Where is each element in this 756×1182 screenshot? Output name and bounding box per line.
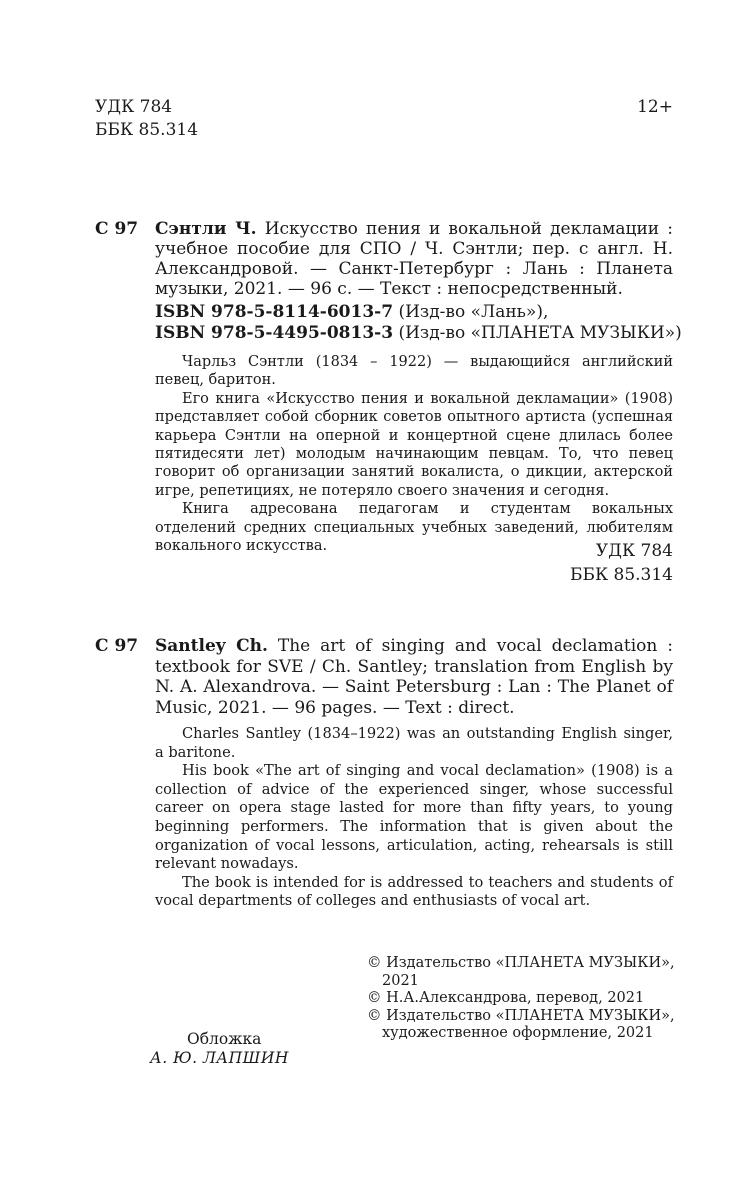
ru-citation — [155, 219, 673, 299]
ru-isbn-1-publisher: (Изд-во «Лань»), — [398, 302, 549, 322]
copyright-line: © Издательство «ПЛАНЕТА МУЗЫКИ», — [367, 1007, 675, 1024]
en-abstract-paragraph: Charles Santley (1834–1922) was an outstanding English singer, a baritone. — [155, 725, 673, 761]
en-author: Santley Ch. — [155, 636, 268, 656]
en-abstract-paragraph: His book «The art of singing and vocal declamation» (1908) is a collection of advice of the experienced singer, whose successful career on opera stage lasted for more than fifty years, to young beginning performers. The information that is given about the organization of vocal lessons, articulation, acting, rehearsals is still relevant nowadays. — [155, 762, 673, 873]
en-citation — [155, 636, 673, 718]
cover-artist — [150, 1048, 289, 1068]
copyright-line: художественное оформление, 2021 — [382, 1025, 654, 1041]
ru-isbn-1 — [155, 302, 675, 322]
en-abstract-paragraph: The book is intended for is addressed to teachers and students of vocal departments of colleges and enthusiasts of vocal art. — [155, 873, 673, 910]
ru-isbn-2-publisher: (Изд-во «ПЛАНЕТА МУЗЫКИ») — [398, 323, 682, 343]
ru-isbn-1-number: ISBN 978-5-8114-6013-7 — [155, 302, 394, 322]
ru-udk: УДК 784 — [595, 541, 673, 561]
header-udk: УДК 784 — [95, 97, 173, 117]
ru-author: Сэнтли Ч. — [155, 219, 257, 239]
copyright-line: 2021 — [382, 972, 419, 989]
en-abstract — [155, 725, 673, 911]
ru-isbn-2 — [155, 323, 682, 343]
ru-abstract-paragraph: Чарльз Сэнтли (1834 – 1922) — выдающийся английский певец, баритон. — [155, 354, 673, 389]
header-bbk: ББК 85.314 — [95, 120, 199, 140]
ru-citation-text: Искусство пения и вокальной декламации : учебное пособие для СПО / Ч. Сэнтли; пер. с англ. Н. Александровой. — Санкт-Петербург : Лань : Планета музыки, 2021. — 96 с. — Текст : непосредственный. — [155, 219, 673, 299]
en-citation-text: The art of singing and vocal declamation : textbook for SVE / Ch. Santley; translation from English by N. A. Alexandrova. — Saint Petersburg : Lan : The Planet of Music, 2021. — 96 pages. — Text : direct. — [155, 636, 673, 718]
ru-bbk: ББК 85.314 — [569, 565, 673, 585]
en-catalog-code: С 97 — [95, 636, 139, 656]
age-rating: 12+ — [637, 97, 673, 117]
copyright-line: © Издательство «ПЛАНЕТА МУЗЫКИ», — [367, 955, 675, 971]
ru-abstract-paragraph: Его книга «Искусство пения и вокальной декламации» (1908) представляет собой сборник советов опытного артиста (успешная карьера Сэнтли на оперной и концертной сцене длилась более пятидесяти лет) молодым начинающим певцам. То, что певец говорит об организации занятий вокалиста, о дикции, актерской игре, репетициях, не потеряло своего значения и сегодня. — [155, 390, 673, 499]
ru-abstract-paragraph: Книга адресована педагогам и студентам вокальных отделений средних специальных учебных заведений, любителям вокального искусства. — [155, 501, 673, 555]
copyright-line: © Н.А.Александрова, перевод, 2021 — [367, 990, 645, 1006]
copyright-block — [367, 955, 677, 1043]
cover-artist-name: А. Ю. ЛАПШИН — [150, 1049, 289, 1067]
ru-catalog-code: С 97 — [95, 219, 139, 239]
cover-label: Обложка — [187, 1030, 262, 1048]
ru-abstract — [155, 353, 673, 555]
ru-isbn-2-number: ISBN 978-5-4495-0813-3 — [155, 323, 394, 343]
